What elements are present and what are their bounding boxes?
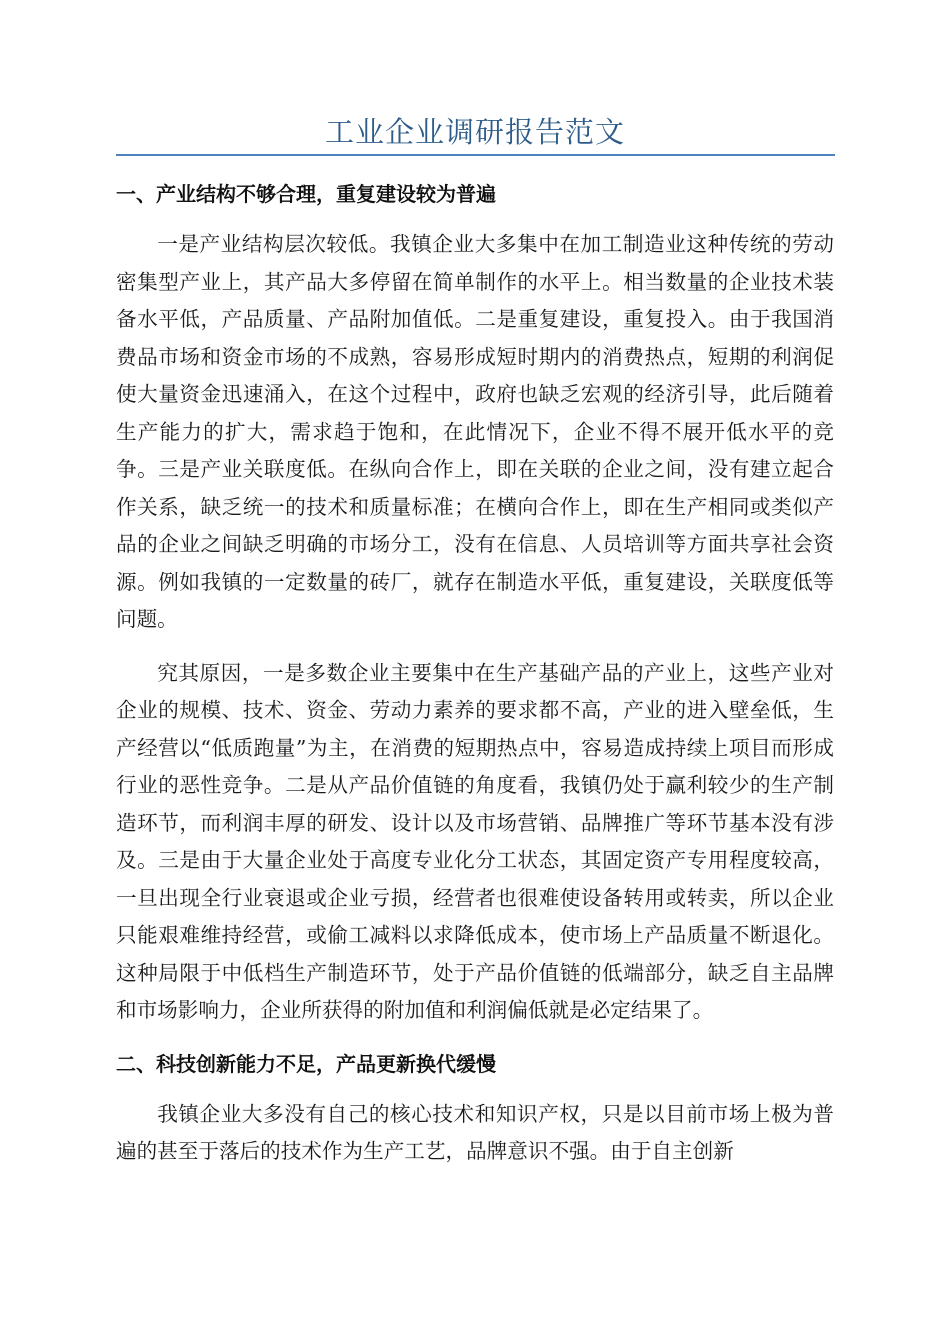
section-innovation [116, 1046, 834, 1171]
body-paragraph: 究其原因，一是多数企业主要集中在生产基础产品的产业上，这些产业对企业的规模、技术、资金、劳动力素养的要求都不高，产业的进入壁垒低，生产经营以“低质跑量”为主，在消费的短期热点中，容易造成持续上项目而形成行业的恶性竞争。二是从产品价值链的角度看，我镇仍处于赢利较少的生产制造环节，而利润丰厚的研发、设计以及市场营销、品牌推广等环节基本没有涉及。三是由于大量企业处于高度专业化分工状态，其固定资产专用程度较高，一旦出现全行业衰退或企业亏损，经营者也很难使设备转用或转卖，所以企业只能艰难维持经营，或偷工减料以求降低成本，使市场上产品质量不断退化。这种局限于中低档生产制造环节，处于产品价值链的低端部分，缺乏自主品牌和市场影响力，企业所获得的附加值和利润偏低就是必定结果了。 [116, 660, 834, 1022]
section-industry-structure [116, 176, 834, 1030]
title-underline [116, 154, 835, 156]
section-heading: 一、产业结构不够合理，重复建设较为普遍 [116, 182, 496, 206]
body-paragraph: 我镇企业大多没有自己的核心技术和知识产权，只是以目前市场上极为普遍的甚至于落后的技术作为生产工艺，品牌意识不强。由于自主创新 [116, 1101, 834, 1163]
body-paragraph: 一是产业结构层次较低。我镇企业大多集中在加工制造业这种传统的劳动密集型产业上，其产品大多停留在简单制作的水平上。相当数量的企业技术装备水平低，产品质量、产品附加值低。二是重复建设，重复投入。由于我国消费品市场和资金市场的不成熟，容易形成短时期内的消费热点，短期的利润促使大量资金迅速涌入，在这个过程中，政府也缺乏宏观的经济引导，此后随着生产能力的扩大，需求趋于饱和，在此情况下，企业不得不展开低水平的竞争。三是产业关联度低。在纵向合作上，即在关联的企业之间，没有建立起合作关系，缺乏统一的技术和质量标准；在横向合作上，即在生产相同或类似产品的企业之间缺乏明确的市场分工，没有在信息、人员培训等方面共享社会资源。例如我镇的一定数量的砖厂，就存在制造水平低，重复建设，关联度低等问题。 [116, 232, 834, 631]
document-title: 工业企业调研报告范文 [324, 115, 625, 149]
section-heading: 二、科技创新能力不足，产品更新换代缓慢 [116, 1051, 496, 1076]
document-body [116, 176, 834, 1187]
